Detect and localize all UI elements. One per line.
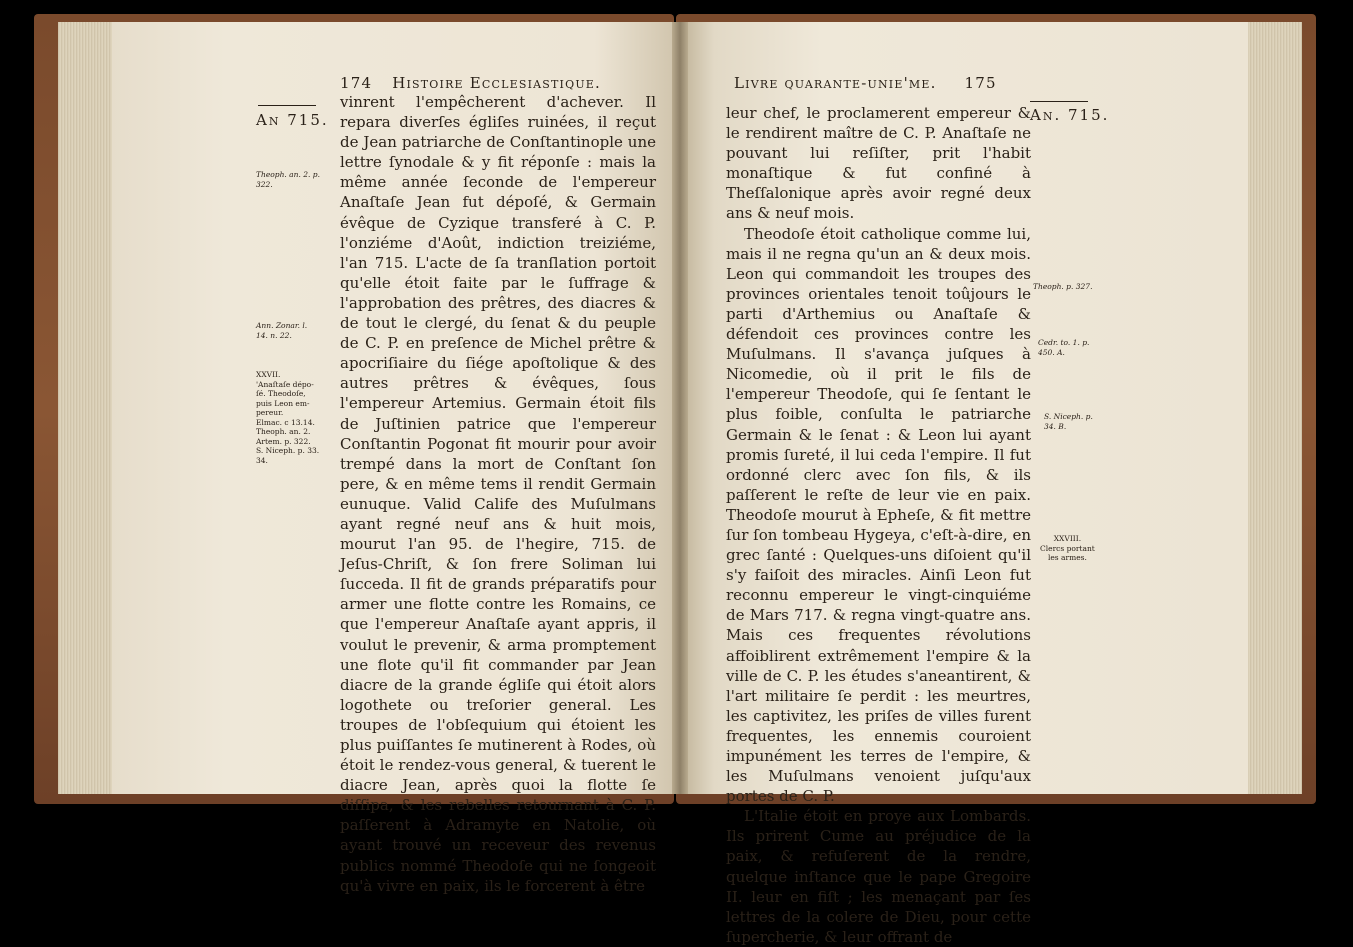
left-year-note: An 715. (256, 111, 329, 129)
right-paragraph-3: L'Italie étoit en proye aux Lombards. Ils prirent Cume au préjudice de la paix, & refuſerent de la rendre, quelque inſtance que le pape Gregoire II. leur en fiſt ; les menaçant par ſes lettres de la colere de Dieu, pour cette ſupercherie, & leur offrant de (726, 807, 1031, 946)
right-margin-note-xxviii: XXVIII. Clercs portant les armes. (1040, 534, 1095, 562)
right-margin-note-sniceph: S. Niceph. p. 34. B. (1044, 412, 1093, 431)
right-page-edges (1244, 22, 1302, 794)
left-margin-note-xxvii: XXVII. 'Anaſtaſe dépo- ſé. Theodoſe, puis Leon em- pereur. Elmac. c 13.14. Theoph. an. 2. Artem. p. 322. S. Niceph. p. 33. 34. (256, 370, 320, 465)
left-running-title: Histoire Ecclesiastique. (392, 74, 601, 92)
right-margin-note-cedr: Cedr. to. 1. p. 450. A. (1038, 338, 1090, 357)
right-margin-note-theoph: Theoph. p. 327. (1033, 282, 1093, 291)
left-page-number: 174 (340, 74, 373, 92)
left-body-text: vinrent l'empêcherent d'achever. Il repara diverſes égliſes ruinées, il reçut de Jean patriarche de Conſtantinople une lettre ſynodale & y fit réponſe : mais la même année ſeconde de l'empereur Anaſtaſe Jean fut dépoſé, & Germain évêque de Cyzique transferé à C. P. l'onziéme d'Août, indiction treiziéme, l'an 715. L'acte de ſa tranſlation portoit qu'elle étoit faite par le ſuffrage & l'approbation des prêtres, des diacres & de tout le clergé, du ſenat & du peuple de C. P. en preſence de Michel prêtre & apocriſiaire du ſiége apoſtolique & des autres prêtres & évêques, ſous l'empereur Artemius. Germain étoit fils de Juſtinien patrice que l'empereur Conſtantin Pogonat fit mourir pour avoir trempé dans la mort de Conſtant ſon pere, & en même tems il rendit Germain eunuque. Valid Calife des Muſulmans ayant regné neuf ans & huit mois, mourut l'an 95. de l'hegire, 715. de Jeſus-Chriſt, & ſon frere Soliman lui ſucceda. Il fit de grands préparatifs pour armer une flotte contre les Romains, ce que l'empereur Anaſtaſe ayant appris, il voulut le prevenir, & arma promptement une flote qu'il fit commander par Jean diacre de la grande égliſe qui étoit alors logothete ou treſorier general. Les troupes de l'obſequium qui étoient les plus puiſſantes ſe mutinerent à Rodes, où étoit le rendez-vous general, & tuerent le diacre Jean, après quoi la flotte ſe diſſipa, & les rebelles retournant à C. P. paſſerent à Adramyte en Natolie, où ayant trouvé un receveur des revenus publics nommé Theodoſe qui ne ſongeoit qu'à vivre en paix, ils le forcerent à être (340, 93, 656, 895)
right-running-head (734, 74, 997, 92)
right-body-text (726, 103, 1031, 947)
right-year-note: An. 715. (1030, 106, 1110, 124)
left-margin-note-ann: Ann. Zonar. l. 14. n. 22. (256, 321, 308, 340)
left-page-edges (58, 22, 114, 794)
left-margin-note-theoph: Theoph. an. 2. p. 322. (256, 170, 320, 189)
right-paragraph-1: leur chef, le proclamerent empereur & le rendirent maître de C. P. Anaſtaſe ne pouvant lui reſiſter, prit l'habit monaſtique & fut confiné à Theſſalonique après avoir regné deux ans & neuf mois. (726, 104, 1031, 223)
right-page-number: 175 (964, 74, 997, 92)
left-running-head (340, 74, 601, 92)
right-running-title: Livre quarante-unie'me. (734, 74, 937, 92)
right-paragraph-2: Theodoſe étoit catholique comme lui, mais il ne regna qu'un an & deux mois. Leon qui commandoit les troupes des provinces orientales tenoit toûjours le parti d'Arthemius ou Anaſtaſe & défendoit ces provinces contre les Muſulmans. Il s'avança juſques à Nicomedie, où il prit le fils de l'empereur Theodoſe, qui ſe ſentant le plus foible, conſulta le patriarche Germain & le ſenat : & Leon lui ayant promis ſureté, il lui ceda l'empire. Il fut ordonné clerc avec ſon fils, & ils paſſerent le reſte de leur vie en paix. Theodoſe mourut à Epheſe, & fit mettre ſur ſon tombeau Hygeya, c'eſt-à-dire, en grec ſanté : Quelques-uns diſoient qu'il s'y faiſoit des miracles. Ainſi Leon fut reconnu empereur le vingt-cinquiéme de Mars 717. & regna vingt-quatre ans. Mais ces frequentes révolutions affoiblirent extrêmement l'empire & la ville de C. P. les études s'aneantirent, & l'art militaire ſe perdit : les meurtres, les captivitez, les priſes de villes furent frequentes, les ennemis couroient impunément les terres de l'empire, & les Muſulmans venoient juſqu'aux portes de C. P. (726, 224, 1031, 806)
book-gutter (672, 22, 688, 794)
